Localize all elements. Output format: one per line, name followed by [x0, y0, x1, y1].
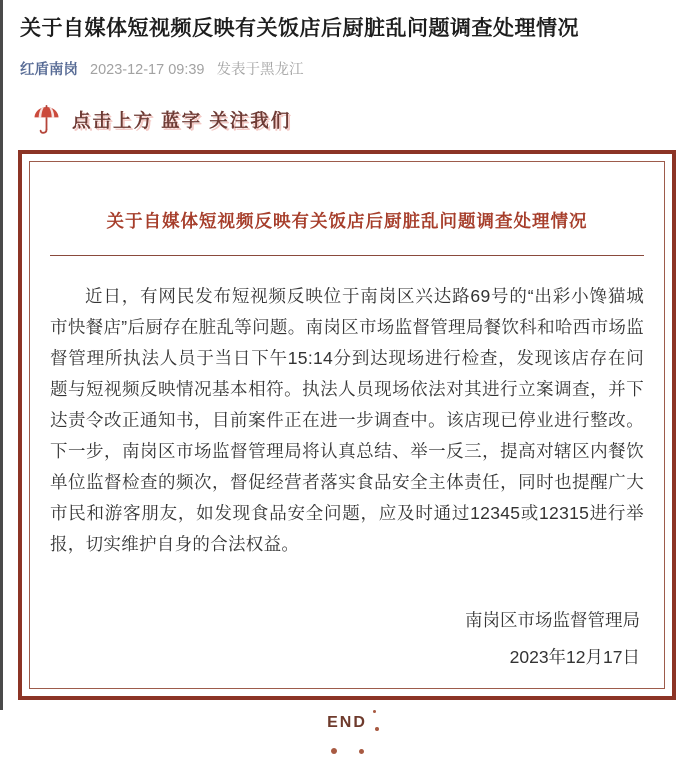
- publish-datetime: 2023-12-17 09:39: [90, 62, 205, 78]
- end-dot-right-icon: [375, 727, 379, 731]
- notice-title: 关于自媒体短视频反映有关饭店后厨脏乱问题调查处理情况: [106, 211, 588, 231]
- signature-block: [50, 602, 644, 676]
- account-name-link[interactable]: 红盾南岗: [20, 62, 78, 78]
- article-header: [3, 0, 693, 79]
- end-dot-small-icon: [359, 749, 364, 754]
- article-frame: [18, 150, 676, 731]
- signature-date: 2023年12月17日: [509, 647, 640, 667]
- end-dots: [50, 741, 644, 759]
- notice-body: 近日，有网民发布短视频反映位于南岗区兴达路69号的“出彩小馋猫城市快餐店”后厨存在脏乱等问题。南岗区市场监督管理局餐饮科和哈西市场监督管理所执法人员于当日下午15:14分到达现场进行检查，发现该店存在问题与短视频反映情况基本相符。执法人员现场依法对其进行立案调查，并下达责令改正通知书，目前案件正在进一步调查中。该店现已停业进行整改。下一步，南岗区市场监督管理局将认真总结、举一反三，提高对辖区内餐饮单位监督检查的频次，督促经营者落实食品安全主体责任，同时也提醒广大市民和游客朋友，如发现食品安全问题，应及时通过12345或12315进行举报，切实维护自身的合法权益。: [50, 286, 644, 554]
- end-dot-left-icon: [331, 748, 337, 754]
- title-divider: [50, 255, 644, 256]
- umbrella-icon: [33, 105, 60, 135]
- end-divider: [50, 714, 644, 759]
- signature-org: 南岗区市场监督管理局: [465, 610, 640, 630]
- end-dot-top-icon: [373, 710, 376, 713]
- end-label: END: [327, 714, 367, 732]
- page-title: 关于自媒体短视频反映有关饭店后厨脏乱问题调查处理情况: [20, 17, 579, 40]
- publish-location: 发表于黑龙江: [216, 62, 304, 78]
- article-frame-inner: [29, 161, 665, 731]
- follow-banner-text: 点击上方 蓝字 关注我们: [72, 110, 292, 131]
- article-meta: [20, 58, 673, 79]
- follow-banner: [33, 105, 693, 135]
